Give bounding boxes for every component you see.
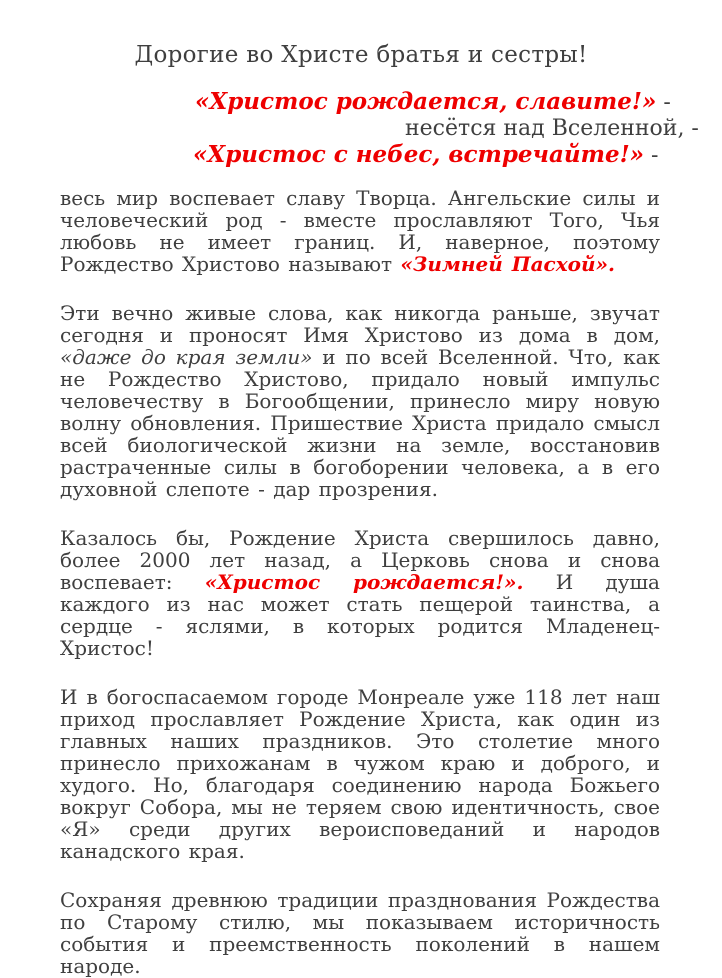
paragraph-text: и по всей Вселенной. Что, как не Рождество Христово, придало новый импульс человечеству в Богообщении, принесло миру новую волну обновления. Пришествие Христа придало смысл всей биологической жизни на земле, восстановив растраченные силы в богоборении человека, а в его духовной слепоте - дар прозрения. <box>60 345 660 501</box>
paragraph-text: И в богоспасаемом городе Монреале уже 118 лет наш приход прославляет Рождение Христа, как один из главных наших праздников. Это столетие много принесло прихожанам в чужом краю и доброго, и худого. Но, благодаря соединению народа Божьего вокруг Собора, мы не теряем свою идентичность, свое «Я» среди других вероисповеданий и народов канадского края. <box>60 685 660 863</box>
paragraph-text: весь мир воспевает славу Творца. Ангельские силы и человеческий род - вместе прославляют Того, Чья любовь не имеет границ. И, наверное, поэтому Рождество Христово называют <box>60 186 660 276</box>
paragraph <box>60 686 660 862</box>
paragraph <box>60 187 660 275</box>
epigraph-red-text: «Христос с небес, встречайте!» <box>193 141 645 168</box>
paragraph-red-text: «Христос рождается!». <box>204 570 524 594</box>
epigraph-line <box>195 89 722 116</box>
paragraph-text: Казалось бы, Рождение Христа свершилось давно, более 2000 лет назад, а Церковь снова и снова воспевает: <box>60 526 660 594</box>
paragraph-text: Сохраняя древнюю традиции празднования Рождества по Старому стилю, мы показываем историчность события и преемственность поколений в нашем народе. <box>60 888 660 978</box>
page-title: Дорогие во Христе братья и сестры! <box>134 42 588 68</box>
epigraph-line <box>193 142 722 169</box>
paragraph-text: И душа каждого из нас может стать пещерой таинства, а сердце - яслями, в которых родится Младенец-Христос! <box>60 570 660 660</box>
paragraph-italic-text: «даже до края земли» <box>60 345 313 369</box>
epigraph <box>0 89 722 169</box>
document-body <box>60 187 660 977</box>
paragraph-red-text: «Зимней Пасхой». <box>400 252 615 276</box>
epigraph-line <box>405 116 722 142</box>
epigraph-red-text: «Христос рождается, славите!» <box>195 88 657 115</box>
epigraph-text: несётся над Вселенной, - <box>405 116 699 141</box>
paragraph <box>60 302 660 500</box>
epigraph-text: - <box>644 143 659 168</box>
paragraph <box>60 527 660 659</box>
paragraph <box>60 889 660 977</box>
epigraph-text: - <box>656 90 671 115</box>
paragraph-text: Эти вечно живые слова, как никогда раньше, звучат сегодня и проносят Имя Христово из дома в дом, <box>60 301 660 347</box>
